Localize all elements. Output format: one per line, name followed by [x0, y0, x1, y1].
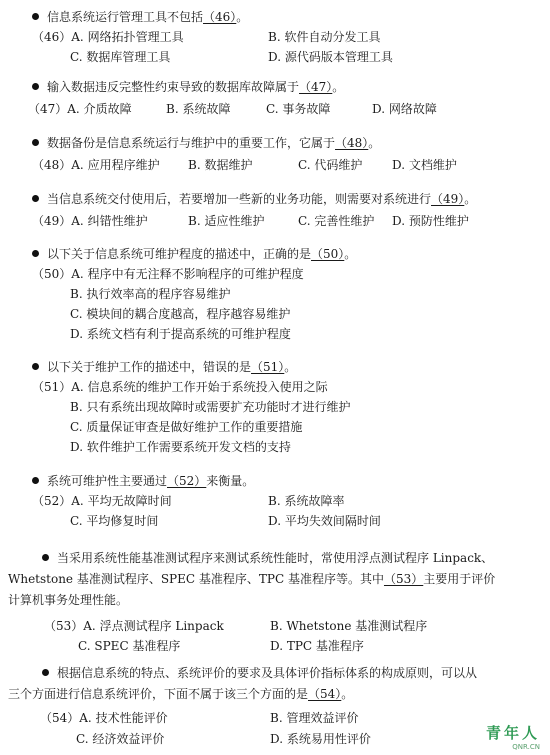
option-b: B. 软件自动分发工具 — [268, 30, 381, 44]
bullet-icon — [42, 554, 49, 561]
option-a: （47）A. 介质故障 — [28, 102, 132, 116]
option-a: （53）A. 浮点测试程序 Linpack — [44, 619, 224, 633]
bullet-icon — [32, 363, 39, 370]
question-stem: 以下关于信息系统可维护程度的描述中，正确的是（50）。 — [32, 247, 356, 262]
bullet-icon — [32, 13, 39, 20]
bullet-icon — [42, 669, 49, 676]
question-stem-line-1: 当采用系统性能基准测试程序来测试系统性能时，常使用浮点测试程序 Linpack、 — [42, 551, 493, 566]
question-stem-line-3: 计算机事务处理性能。 — [8, 593, 129, 607]
option-b: B. 系统故障率 — [268, 494, 345, 508]
question-stem: 信息系统运行管理工具不包括（46）。 — [32, 10, 248, 25]
option-d: D. 文档维护 — [392, 158, 457, 172]
option-b: B. 系统故障 — [166, 102, 231, 116]
question-stem: 输入数据违反完整性约束导致的数据库故障属于（47）。 — [32, 80, 344, 95]
question-stem: 数据备份是信息系统运行与维护中的重要工作，它属于（48）。 — [32, 136, 380, 151]
option-a: （51）A. 信息系统的维护工作开始于系统投入使用之际 — [32, 380, 328, 394]
option-d: D. 系统易用性评价 — [270, 732, 371, 746]
option-c: C. 模块间的耦合度越高，程序越容易维护 — [70, 307, 291, 321]
option-c: C. 平均修复时间 — [70, 514, 159, 528]
question-stem: 当信息系统交付使用后，若要增加一些新的业务功能，则需要对系统进行（49）。 — [32, 192, 476, 207]
question-stem: 以下关于维护工作的描述中，错误的是（51）。 — [32, 360, 296, 375]
option-d: D. TPC 基准程序 — [270, 639, 364, 653]
question-stem-line-1: 根据信息系统的特点、系统评价的要求及具体评价指标体系的构成原则，可以从 — [42, 666, 477, 681]
option-c: C. 完善性维护 — [298, 214, 375, 228]
option-b: B. 只有系统出现故障时或需要扩充功能时才进行维护 — [70, 400, 351, 414]
option-c: C. 数据库管理工具 — [70, 50, 171, 64]
option-b: B. Whetstone 基准测试程序 — [270, 619, 428, 633]
option-c: C. 质量保证审查是做好维护工作的重要措施 — [70, 420, 303, 434]
option-d: D. 平均失效间隔时间 — [268, 514, 381, 528]
option-b: B. 适应性维护 — [188, 214, 265, 228]
option-d: D. 网络故障 — [372, 102, 437, 116]
question-stem-line-2: Whetstone 基准测试程序、SPEC 基准程序、TPC 基准程序等。其中（53）主要用于评价 — [8, 572, 496, 586]
bullet-icon — [32, 477, 39, 484]
option-c: C. 代码维护 — [298, 158, 363, 172]
question-stem-line-2: 三个方面进行信息系统评价，下面不属于该三个方面的是（54）。 — [8, 687, 354, 701]
option-b: B. 管理效益评价 — [270, 711, 359, 725]
option-a: （52）A. 平均无故障时间 — [32, 494, 172, 508]
option-d: D. 预防性维护 — [392, 214, 469, 228]
option-a: （49）A. 纠错性维护 — [32, 214, 148, 228]
option-a: （54）A. 技术性能评价 — [40, 711, 168, 725]
bullet-icon — [32, 139, 39, 146]
option-a: （50）A. 程序中有无注释不影响程序的可维护程度 — [32, 267, 304, 281]
watermark-logo: 青年人 QNR.CN — [485, 724, 540, 751]
option-c: C. 经济效益评价 — [76, 732, 165, 746]
option-d: D. 系统文档有利于提高系统的可维护程度 — [70, 327, 291, 341]
bullet-icon — [32, 195, 39, 202]
option-d: D. 源代码版本管理工具 — [268, 50, 393, 64]
option-c: C. 事务故障 — [266, 102, 331, 116]
bullet-icon — [32, 83, 39, 90]
option-d: D. 软件维护工作需要系统开发文档的支持 — [70, 440, 291, 454]
option-b: B. 数据维护 — [188, 158, 253, 172]
option-b: B. 执行效率高的程序容易维护 — [70, 287, 231, 301]
option-a: （46）A. 网络拓扑管理工具 — [32, 30, 184, 44]
question-stem: 系统可维护性主要通过（52）来衡量。 — [32, 474, 254, 489]
option-a: （48）A. 应用程序维护 — [32, 158, 160, 172]
bullet-icon — [32, 250, 39, 257]
option-c: C. SPEC 基准程序 — [78, 639, 181, 653]
